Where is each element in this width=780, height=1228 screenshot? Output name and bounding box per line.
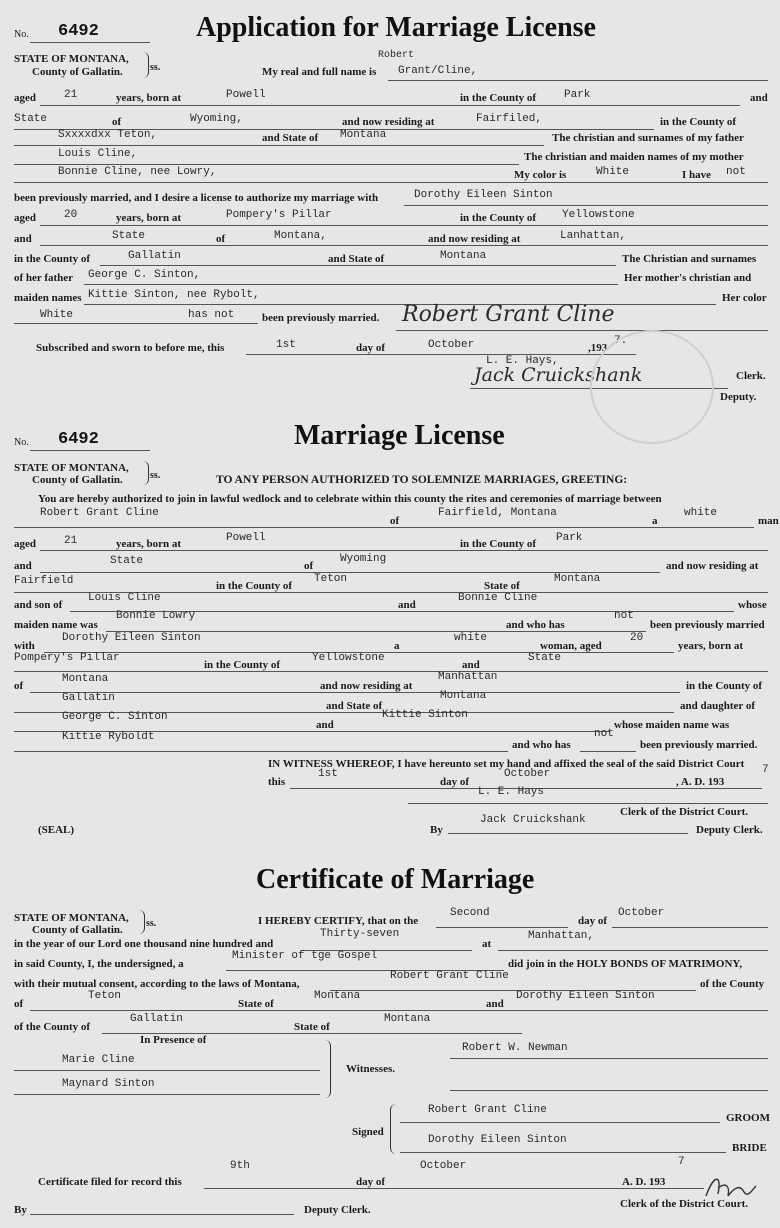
- app-no-label: No.: [14, 29, 29, 40]
- cert-consent-label: with their mutual consent, according to the laws of Montana,: [14, 978, 300, 990]
- lic-son-of-label: and son of: [14, 599, 63, 611]
- cert-year-digit: 7: [678, 1156, 685, 1168]
- app-number: 6492: [58, 22, 99, 41]
- lic-county-label: in the County of: [460, 538, 537, 550]
- cert-month: October: [618, 907, 665, 919]
- cert-bride: Dorothy Eileen Sinton: [516, 990, 655, 1002]
- lic-residing-label: and now residing at: [666, 560, 759, 572]
- lic-witness-text: I have hereunto set my hand and affixed the seal of the said District Court: [397, 758, 745, 770]
- app-bride-aged-label: aged: [14, 212, 36, 224]
- cert-signed-label: Signed: [352, 1126, 384, 1138]
- lic-maiden-was-label: maiden name was: [14, 619, 98, 631]
- cert-bride-state: Montana: [384, 1013, 431, 1025]
- lic-witness-bold: IN WITNESS WHEREOF,: [268, 758, 395, 770]
- lic-aged-label: aged: [14, 538, 36, 550]
- app-and-label: and: [750, 92, 768, 104]
- lic-bride-has: not: [594, 728, 614, 740]
- app-bride-residing: Lanhattan,: [560, 230, 627, 242]
- lic-clerk-name: L. E. Hays: [478, 786, 545, 798]
- lic-bride-born: Pompery's Pillar: [14, 652, 120, 664]
- lic-in-county2-label: in the County of: [204, 659, 281, 671]
- app-mother-label: The christian and maiden names of my mother: [524, 151, 744, 163]
- lic-groom-father: Louis Cline: [88, 592, 161, 604]
- app-maiden-names-label: maiden names: [14, 292, 82, 304]
- lic-ss: ss.: [150, 470, 161, 481]
- lic-residing2-label: and now residing at: [320, 680, 413, 692]
- lic-bride-birth-county: Yellowstone: [312, 652, 385, 664]
- lic-state-of2-label: and State of: [326, 700, 383, 712]
- app-i-have-label: I have: [682, 169, 712, 181]
- lic-ad-label: , A. D. 193: [676, 776, 725, 788]
- lic-no-label: No.: [14, 437, 29, 448]
- lic-bride-mother: Kittie Sinton: [382, 709, 468, 721]
- lic-groom-age: 21: [64, 535, 78, 547]
- lic-groom-birth-county: Park: [556, 532, 583, 544]
- lic-greeting: TO ANY PERSON AUTHORIZED TO SOLEMNIZE MARRIAGES, GREETING:: [216, 474, 628, 486]
- lic-bride-state-word: State: [528, 652, 562, 664]
- app-bride-color: White: [40, 309, 74, 321]
- cert-of-label: of: [14, 998, 24, 1010]
- lic-groom: Robert Grant Cline: [40, 507, 159, 519]
- app-bride-has: has not: [188, 309, 235, 321]
- app-real-name-label: My real and full name is: [262, 66, 377, 78]
- lic-bride-age: 20: [630, 632, 644, 644]
- lic-bride-res-state: Montana: [440, 690, 487, 702]
- cert-place: Manhattan,: [528, 930, 595, 942]
- app-state-word: State: [14, 113, 48, 125]
- lic-bride-mother-maiden: Kittie Ryboldt: [62, 731, 155, 743]
- lic-bride-residing: Manhattan: [438, 671, 498, 683]
- lic-bride-father: George C. Sinton: [62, 711, 168, 723]
- app-bride-mother: Kittie Sinton, nee Rybolt,: [88, 289, 260, 301]
- cert-clerk-label: Clerk of the District Court.: [620, 1198, 748, 1210]
- app-state-of-label: and State of: [262, 132, 319, 144]
- lic-bride-color: white: [454, 632, 488, 644]
- app-year-prefix: ,193: [588, 342, 608, 354]
- cert-did-join-label: did join in the HOLY BONDS OF MATRIMONY,: [508, 958, 743, 970]
- cert-at-label: at: [482, 938, 492, 950]
- cert-deputy-label: Deputy Clerk.: [304, 1204, 371, 1216]
- cert-presence-1: Marie Cline: [62, 1054, 135, 1066]
- cert-presence-label: In Presence of: [140, 1034, 207, 1046]
- lic-seal: (SEAL): [38, 824, 75, 836]
- lic-and3-label: and: [462, 659, 480, 671]
- cert-ss: ss.: [146, 918, 157, 929]
- lic-born-label: years, born at: [116, 538, 182, 550]
- app-birth-county: Park: [564, 89, 591, 101]
- app-bride-res-county: Gallatin: [128, 250, 181, 262]
- clerk-signature-scribble-icon: [700, 1168, 760, 1204]
- lic-groom-mother: Bonnie Cline: [458, 592, 538, 604]
- app-sworn-month: October: [428, 339, 475, 351]
- lic-groom-residing: Fairfield: [14, 575, 74, 587]
- app-bride-born: Pompery's Pillar: [226, 209, 332, 221]
- cert-filed-month: October: [420, 1160, 467, 1172]
- cert-state: STATE OF MONTANA,: [14, 912, 129, 924]
- cert-groom-state: Montana: [314, 990, 361, 1002]
- app-deputy-signature: Jack Cruickshank: [474, 364, 643, 386]
- app-deputy-label: Deputy.: [720, 391, 757, 403]
- cert-and-label: and: [486, 998, 504, 1010]
- lic-in-county-label: in the County of: [216, 580, 293, 592]
- app-county: County of Gallatin.: [32, 66, 123, 78]
- lic-and4-label: and: [316, 719, 334, 731]
- lic-of2-label: of: [304, 560, 314, 572]
- cert-county: County of Gallatin.: [32, 924, 123, 936]
- cert-day-of-label: day of: [578, 915, 608, 927]
- app-bride-county-label: in the County of: [460, 212, 537, 224]
- lic-groom-has: not: [614, 610, 634, 622]
- lic-authorized-text: You are hereby authorized to join in lawful wedlock and to celebrate within this county the rites and ceremonies of marriage between: [38, 493, 662, 505]
- app-bride-res-state: Montana: [440, 250, 487, 262]
- lic-with-label: with: [14, 640, 35, 652]
- cert-signed-groom: Robert Grant Cline: [428, 1104, 547, 1116]
- app-bride-born-label: years, born at: [116, 212, 182, 224]
- lic-who-has-label: and who has: [506, 619, 565, 631]
- cert-state-of-label: State of: [238, 998, 274, 1010]
- cert-witness-1: Robert W. Newman: [462, 1042, 568, 1054]
- app-day-of-label: day of: [356, 342, 386, 354]
- cert-year-label: in the year of our Lord one thousand nine hundred and: [14, 938, 274, 950]
- cert-presence-2: Maynard Sinton: [62, 1078, 155, 1090]
- app-bride: Dorothy Eileen Sinton: [414, 189, 553, 201]
- app-county-label: in the County of: [460, 92, 537, 104]
- lic-a2-label: a: [394, 640, 400, 652]
- app-name-value: Grant/Cline,: [398, 65, 478, 77]
- app-her-color-label: Her color: [722, 292, 767, 304]
- lic-in-county3-label: in the County of: [686, 680, 763, 692]
- app-father-label: The christian and surnames of my father: [552, 132, 744, 144]
- app-applicant-signature: Robert Grant Cline: [402, 302, 615, 327]
- lic-bride-birth-state: Montana: [62, 673, 109, 685]
- app-color: White: [596, 166, 630, 178]
- app-aged-label: aged: [14, 92, 36, 104]
- app-bride-of-label: of: [216, 233, 226, 245]
- app-born-label: years, born at: [116, 92, 182, 104]
- app-bride-birth-county: Yellowstone: [562, 209, 635, 221]
- lic-day-of-label: day of: [440, 776, 470, 788]
- cert-officiant: Minister of tge Gospel: [232, 950, 378, 962]
- app-her-mother-label: Her mother's christian and: [624, 272, 752, 284]
- app-born-at: Powell: [226, 89, 266, 101]
- app-bride-and-label: and: [14, 233, 32, 245]
- app-sworn-day: 1st: [276, 339, 296, 351]
- lic-prev-married2-label: been previously married.: [640, 739, 758, 751]
- lic-state-word: State: [110, 555, 144, 567]
- app-bride-birth-state: Montana,: [274, 230, 327, 242]
- app-mother: Bonnie Cline, nee Lowry,: [58, 166, 217, 178]
- lic-number: 6492: [58, 430, 99, 449]
- cert-filed-day: 9th: [230, 1160, 250, 1172]
- cert-certify-text: that on the: [367, 915, 419, 927]
- lic-day: 1st: [318, 768, 338, 780]
- app-bride-residing-label: and now residing at: [428, 233, 521, 245]
- app-bride-state-of-label: and State of: [328, 253, 385, 265]
- app-state: STATE OF MONTANA,: [14, 53, 129, 65]
- lic-and2-label: and: [398, 599, 416, 611]
- app-name-inserted: Robert: [378, 50, 415, 61]
- cert-groom-county: Teton: [88, 990, 122, 1002]
- cert-of-county2-label: of the County of: [14, 1021, 91, 1033]
- app-residing: Fairfiled,: [476, 113, 543, 125]
- cert-certify-bold: I HEREBY CERTIFY,: [258, 915, 365, 927]
- lic-woman-aged-label: woman, aged: [540, 640, 602, 652]
- lic-groom-color: white: [684, 507, 718, 519]
- cert-groom-label: GROOM: [726, 1112, 770, 1124]
- embossed-seal-icon: [590, 330, 714, 444]
- app-bride-county-of-label: in the County of: [14, 253, 91, 265]
- lic-maiden-was2-label: whose maiden name was: [614, 719, 730, 731]
- app-age: 21: [64, 89, 78, 101]
- lic-state: STATE OF MONTANA,: [14, 462, 129, 474]
- cert-county-label: in said County, I, the undersigned, a: [14, 958, 184, 970]
- cert-certify-line: [258, 915, 418, 927]
- cert-bride-label: BRIDE: [732, 1142, 767, 1154]
- app-bride-father: George C. Sinton,: [88, 269, 201, 281]
- cert-of-county-label: of the County: [700, 978, 765, 990]
- lic-state-of-label: State of: [484, 580, 520, 592]
- lic-and-label: and: [14, 560, 32, 572]
- lic-groom-birth-state: Wyoming: [340, 553, 387, 565]
- lic-groom-of: Fairfield, Montana: [438, 507, 557, 519]
- lic-of-label: of: [390, 515, 400, 527]
- app-residing-label: and now residing at: [342, 116, 435, 128]
- app-color-label: My color is: [514, 169, 567, 181]
- app-res-state: Montana: [340, 129, 387, 141]
- app-her-father-label: of her father: [14, 272, 74, 284]
- app-ss: ss.: [150, 62, 161, 73]
- lic-of3-label: of: [14, 680, 24, 692]
- cert-bride-county: Gallatin: [130, 1013, 183, 1025]
- lic-year-digit: 7: [762, 764, 769, 776]
- app-have: not: [726, 166, 746, 178]
- app-clerk-label: Clerk.: [736, 370, 766, 382]
- app-subscribed-label: Subscribed and sworn to before me, this: [36, 342, 225, 354]
- lic-daughter-label: and daughter of: [680, 700, 755, 712]
- cert-groom: Robert Grant Cline: [390, 970, 509, 982]
- cert-state-of2-label: State of: [294, 1021, 330, 1033]
- lic-whose-label: whose: [738, 599, 767, 611]
- cert-year-words: Thirty-seven: [320, 928, 400, 940]
- lic-groom-mother-maiden: Bonnie Lowry: [116, 610, 196, 622]
- lic-who-has2-label: and who has: [512, 739, 571, 751]
- lic-prev-married-label: been previously married: [650, 619, 765, 631]
- cert-witnesses-label: Witnesses.: [346, 1063, 395, 1075]
- lic-groom-res-state: Montana: [554, 573, 601, 585]
- app-prev-married-label: been previously married, and I desire a license to authorize my marriage with: [14, 192, 379, 204]
- app-clerk-name: L. E. Hays,: [486, 355, 559, 367]
- lic-man-label: man: [758, 515, 779, 527]
- lic-groom-born: Powell: [226, 532, 266, 544]
- app-father: Louis Cline,: [58, 148, 138, 160]
- app-bride-age: 20: [64, 209, 78, 221]
- cert-filed-label: Certificate filed for record this: [38, 1176, 182, 1188]
- application-title: Application for Marriage License: [196, 12, 596, 43]
- cert-day: Second: [450, 907, 490, 919]
- lic-by-label: By: [430, 824, 443, 836]
- app-birth-state: Wyoming,: [190, 113, 243, 125]
- app-of-label: of: [112, 116, 122, 128]
- certificate-title: Certificate of Marriage: [256, 864, 535, 895]
- lic-this-label: this: [268, 776, 286, 788]
- cert-ad-label: A. D. 193: [622, 1176, 666, 1188]
- app-prev-married2-label: been previously married.: [262, 312, 380, 324]
- lic-years-born-label: years, born at: [678, 640, 744, 652]
- license-title: Marriage License: [294, 420, 505, 451]
- lic-bride: Dorothy Eileen Sinton: [62, 632, 201, 644]
- app-sworn-year: 7.: [614, 335, 628, 347]
- lic-deputy-name: Jack Cruickshank: [480, 814, 586, 826]
- lic-bride-res-county: Gallatin: [62, 692, 115, 704]
- lic-month: October: [504, 768, 551, 780]
- app-bride-names-label: The Christian and surnames: [622, 253, 757, 265]
- cert-by-label: By: [14, 1204, 27, 1216]
- lic-groom-res-county: Teton: [314, 573, 348, 585]
- lic-county: County of Gallatin.: [32, 474, 123, 486]
- lic-clerk-label: Clerk of the District Court.: [620, 806, 748, 818]
- cert-day-of2-label: day of: [356, 1176, 386, 1188]
- cert-signed-bride: Dorothy Eileen Sinton: [428, 1134, 567, 1146]
- app-bride-state-word: State: [112, 230, 146, 242]
- app-res-county-label: in the County of: [660, 116, 737, 128]
- lic-a-label: a: [652, 515, 658, 527]
- lic-deputy-label: Deputy Clerk.: [696, 824, 763, 836]
- app-res-county: Sxxxxdxx Teton,: [58, 129, 158, 141]
